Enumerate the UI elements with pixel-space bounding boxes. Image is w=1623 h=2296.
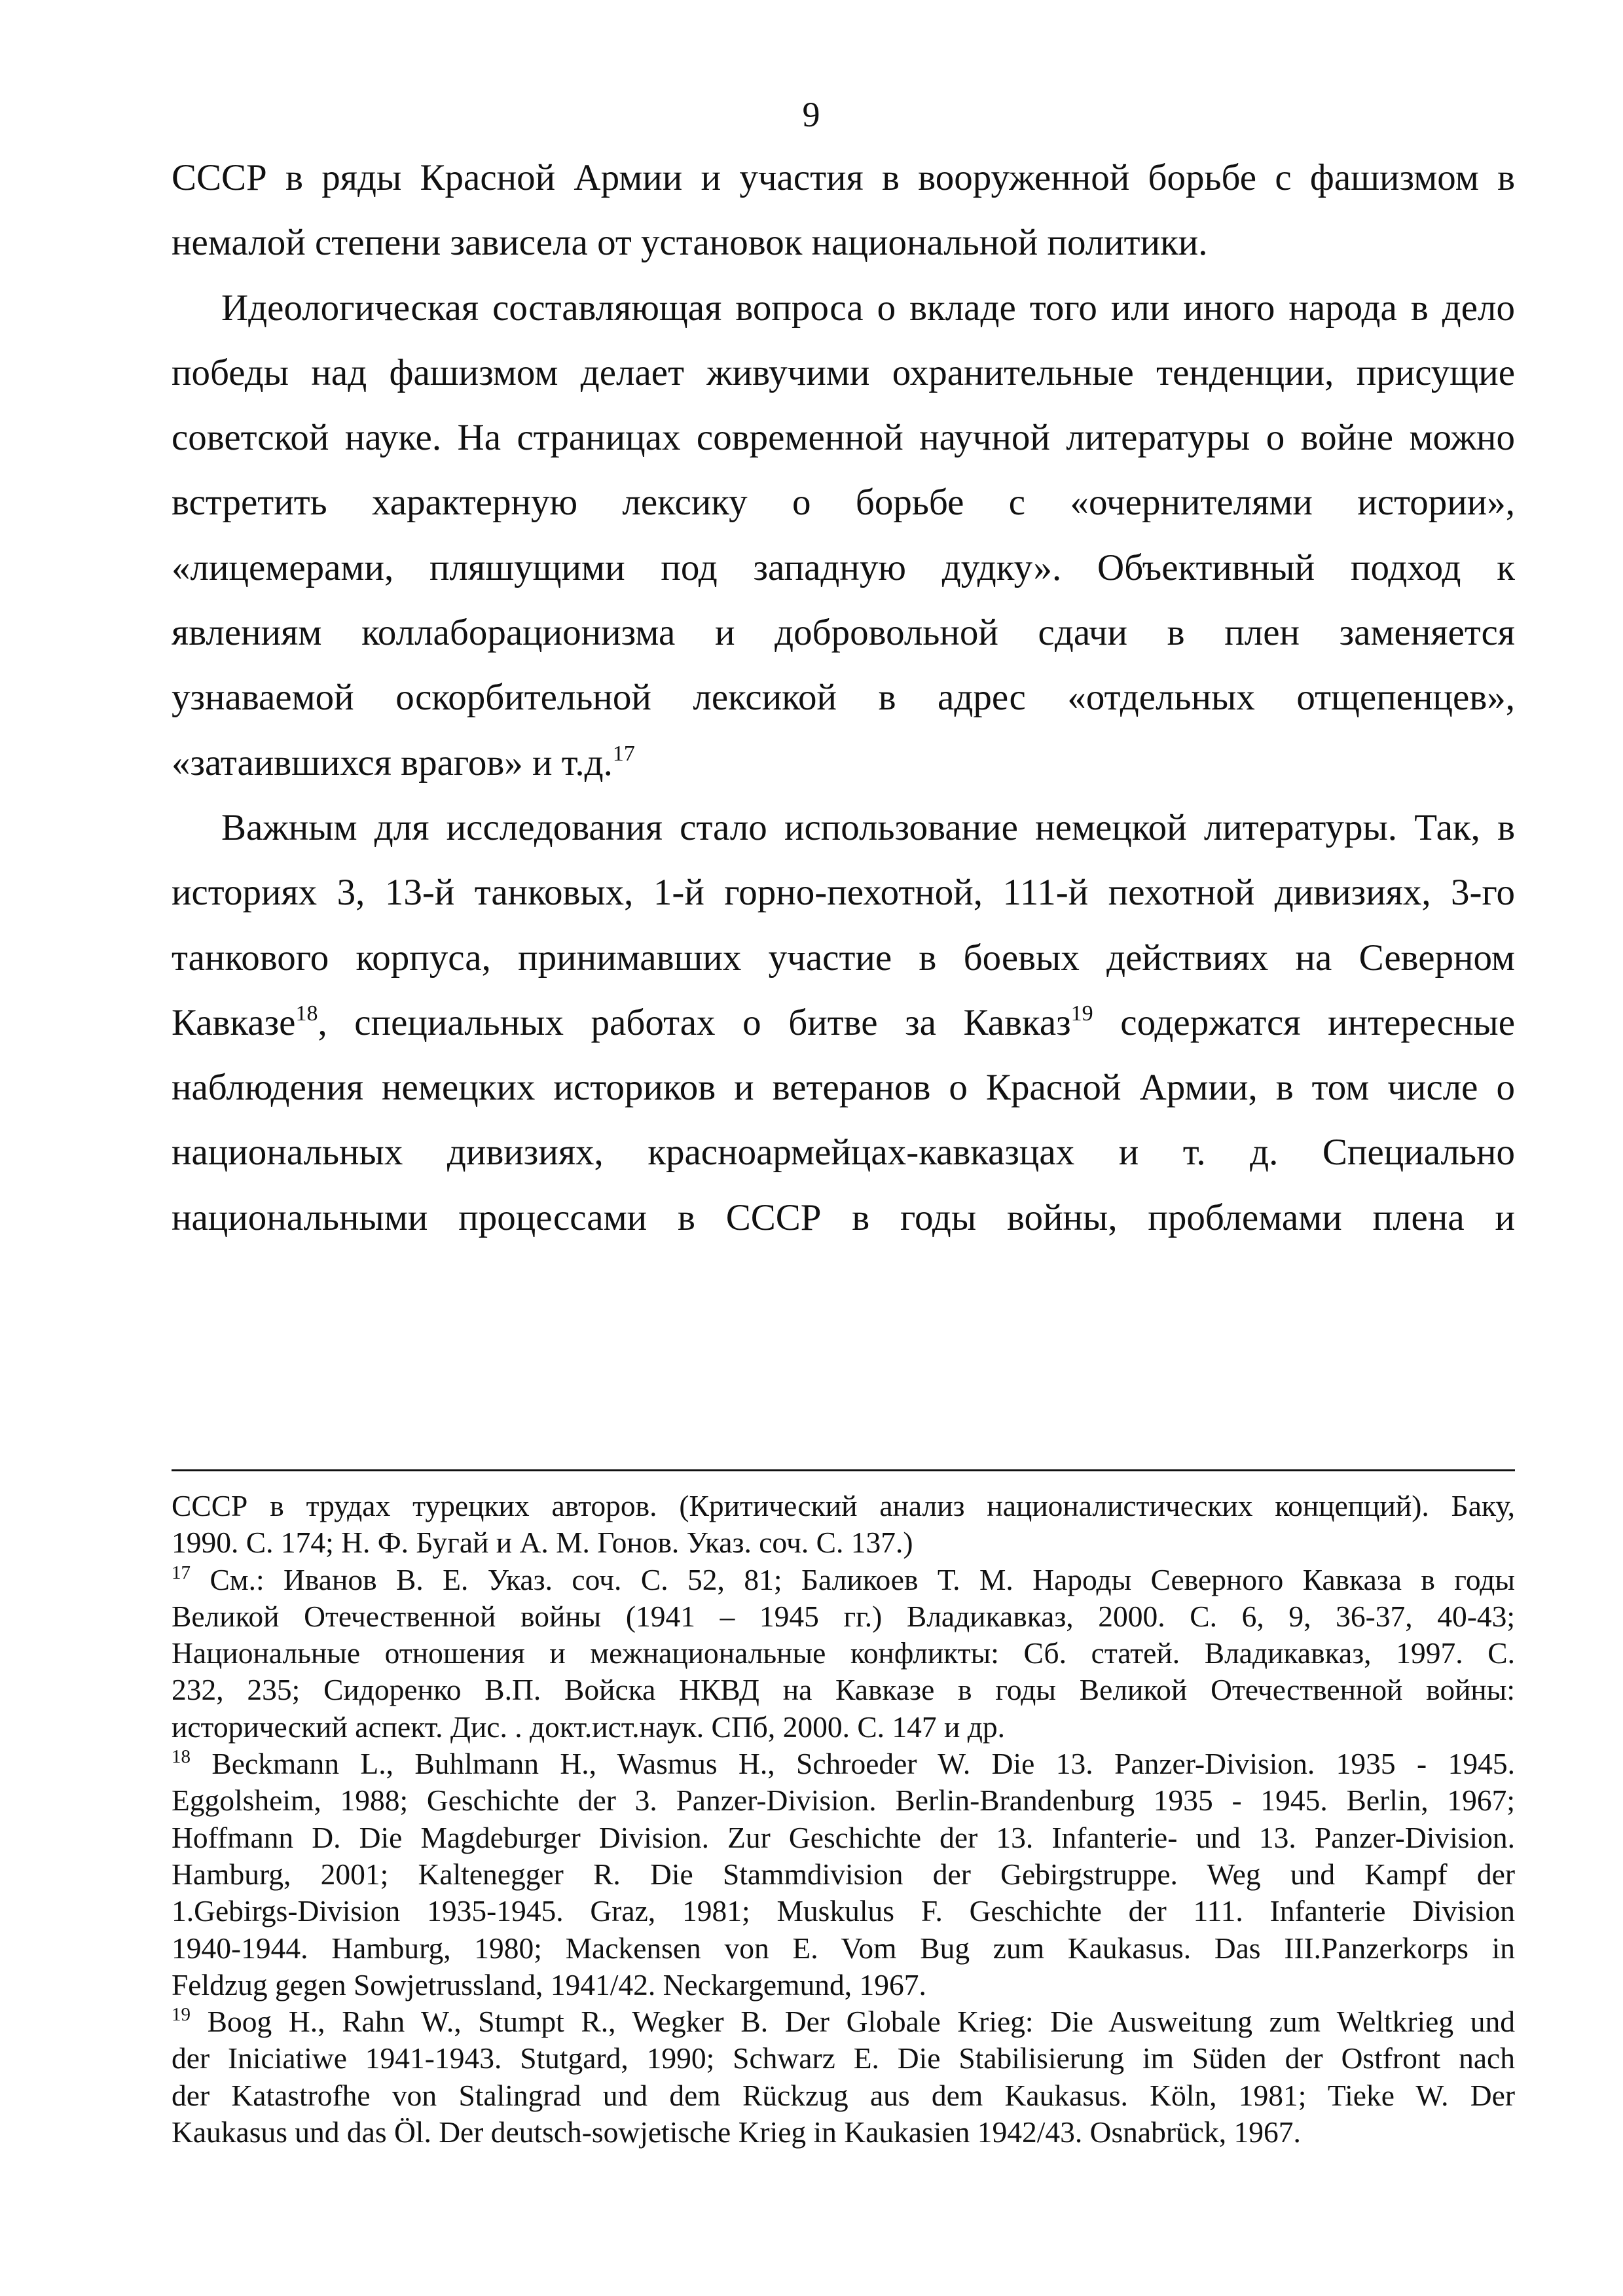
paragraph-1 <box>172 145 1515 276</box>
footnote-ref-18[interactable]: 18 <box>295 1001 318 1026</box>
text-line: узнаваемой оскорбительной лексикой в адрес «отдельных отщепенцев», <box>172 677 1515 719</box>
text-fragment: , специальных работах о битве за Кавказ <box>318 1001 1071 1043</box>
footnote-18 <box>172 1746 1515 2003</box>
footnote-text: Beckmann L., Buhlmann H., Wasmus H., Schroeder W. Die 13. Panzer-Division. 1935 - 1945. <box>191 1747 1515 1781</box>
footnote-line: 1.Gebirgs-Division 1935-1945. Graz, 1981; Muskulus F. Geschichte der 111. Infanterie Division <box>172 1894 1515 1928</box>
text-line: Важным для исследования стало использование немецкой литературы. Так, в <box>221 806 1515 848</box>
page-number: 9 <box>802 95 820 134</box>
text-line-content: «затаившихся врагов» и т.д. <box>172 742 613 783</box>
footnote-19 <box>172 2003 1515 2151</box>
text-line: наблюдения немецких историков и ветеранов о Красной Армии, в том числе о <box>172 1067 1515 1109</box>
footnote-line: исторический аспект. Дис. . докт.ист.наук. СПб, 2000. С. 147 и др. <box>172 1710 1006 1744</box>
footnote-line: СССР в трудах турецких авторов. (Критический анализ националистических концепций). Баку, <box>172 1489 1515 1522</box>
text-line: танкового корпуса, принимавших участие в боевых действиях на Северном <box>172 937 1515 978</box>
text-line: явлениям коллаборационизма и добровольной сдачи в плен заменяется <box>172 612 1515 654</box>
footnote-line: Hoffmann D. Die Magdeburger Division. Zur Geschichte der 13. Infanterie- und 13. Panzer-Division. <box>172 1820 1515 1854</box>
footnotes <box>172 1488 1515 2151</box>
paragraph-3 <box>172 795 1515 1250</box>
text-line: национальными процессами в СССР в годы войны, проблемами плена и <box>172 1196 1515 1238</box>
footnote-line: der Katastrofhe von Stalingrad und dem Rückzug aus dem Kaukasus. Köln, 1981; Tieke W. Der <box>172 2078 1515 2112</box>
footnote-number: 18 <box>172 1746 191 1768</box>
text-line: СССР в ряды Красной Армии и участия в вооруженной борьбе с фашизмом в <box>172 157 1515 198</box>
footnote-line <box>172 1746 1515 1782</box>
text-fragment: Кавказе <box>172 1001 296 1043</box>
footnote-text: Boog H., Rahn W., Stumpt R., Wegker B. Der Globale Krieg: Die Ausweitung zum Weltkrieg und <box>191 2005 1515 2039</box>
footnote-continued <box>172 1488 1515 1562</box>
footnote-line: 1940-1944. Hamburg, 1980; Mackensen von E. Vom Bug zum Kaukasus. Das III.Panzerkorps in <box>172 1931 1515 1965</box>
footnote-divider <box>172 1469 1515 1471</box>
text-line: победы над фашизмом делает живучими охранительные тенденции, присущие <box>172 351 1515 393</box>
body-text <box>172 145 1515 1250</box>
text-line: советской науке. На страницах современной научной литературы о войне можно <box>172 417 1515 459</box>
text-fragment: содержатся интересные <box>1093 1001 1516 1043</box>
footnote-line <box>172 1562 1515 1598</box>
footnote-line: 232, 235; Сидоренко В.П. Войска НКВД на Кавказе в годы Великой Отечественной войны: <box>172 1673 1515 1707</box>
footnote-ref-17[interactable]: 17 <box>612 741 635 766</box>
footnote-number: 17 <box>172 1562 191 1583</box>
footnote-line: Hamburg, 2001; Kaltenegger R. Die Stammdivision der Gebirgstruppe. Weg und Kampf der <box>172 1857 1515 1891</box>
footnote-line: Feldzug gegen Sowjetrussland, 1941/42. Neckargemund, 1967. <box>172 1967 926 2001</box>
text-line: «лицемерами, пляшущими под западную дудку». Объективный подход к <box>172 547 1515 588</box>
footnote-text: См.: Иванов В. Е. Указ. соч. С. 52, 81; Баликоев Т. М. Народы Северного Кавказа в годы <box>191 1562 1515 1596</box>
footnote-line <box>172 2003 1515 2040</box>
text-line: встретить характерную лексику о борьбе с «очернителями истории», <box>172 482 1515 524</box>
text-line: немалой степени зависела от установок национальной политики. <box>172 222 1208 264</box>
footnote-line: Eggolsheim, 1988; Geschichte der 3. Panzer-Division. Berlin-Brandenburg 1935 - 1945. Berlin, 1967; <box>172 1784 1515 1818</box>
text-line: национальных дивизиях, красноармейцах-кавказцах и т. д. Специально <box>172 1132 1515 1174</box>
footnote-17 <box>172 1562 1515 1746</box>
footnote-line: Великой Отечественной войны (1941 – 1945 гг.) Владикавказ, 2000. С. 6, 9, 36-37, 40-43; <box>172 1599 1515 1633</box>
footnote-line: Kaukasus und das Öl. Der deutsch-sowjetische Krieg in Kaukasien 1942/43. Osnabrück, 1967. <box>172 2115 1301 2149</box>
paragraph-2 <box>172 276 1515 795</box>
text-line <box>172 730 1515 795</box>
footnote-line: 1990. С. 174; Н. Ф. Бугай и А. М. Гонов. Указ. соч. С. 137.) <box>172 1526 913 1560</box>
text-line <box>172 990 1515 1055</box>
text-line: историях 3, 13-й танковых, 1-й горно-пехотной, 111-й пехотной дивизиях, 3-го <box>172 872 1515 914</box>
footnote-line: der Iniciatiwe 1941-1943. Stutgard, 1990; Schwarz E. Die Stabilisierung im Süden der Ostfront nach <box>172 2041 1515 2075</box>
footnote-number: 19 <box>172 2004 191 2026</box>
footnote-line: Национальные отношения и межнациональные конфликты: Сб. статей. Владикавказ, 1997. С. <box>172 1636 1515 1670</box>
footnote-ref-19[interactable]: 19 <box>1070 1001 1093 1026</box>
text-line: Идеологическая составляющая вопроса о вкладе того или иного народа в дело <box>221 287 1515 329</box>
